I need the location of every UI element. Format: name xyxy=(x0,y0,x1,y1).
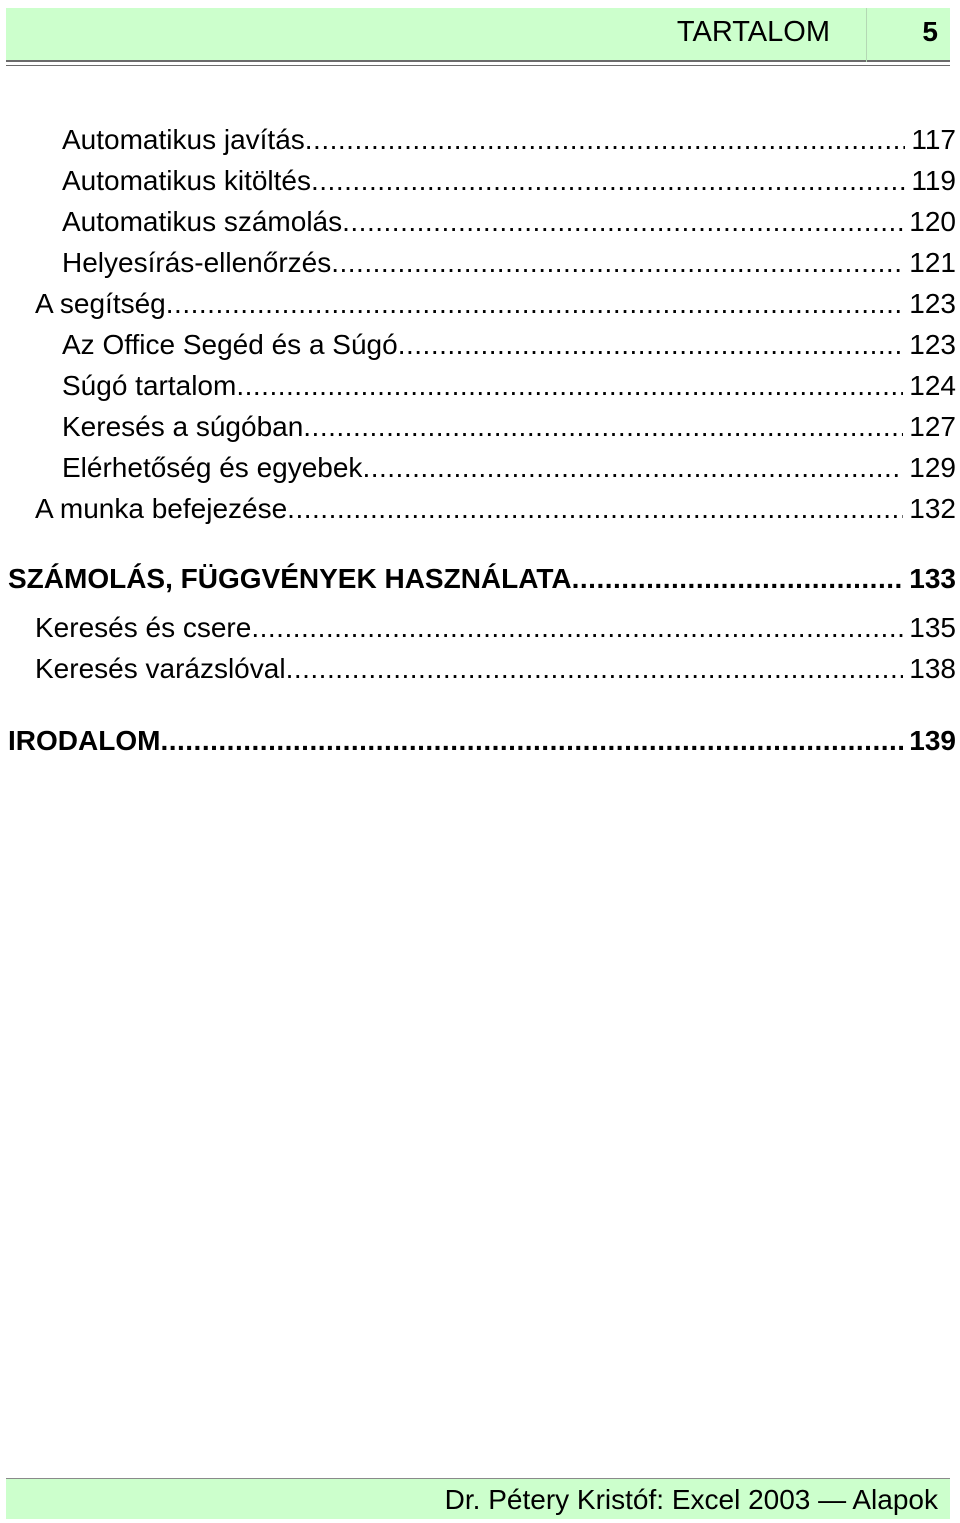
toc-entry-title: Az Office Segéd és a Súgó xyxy=(62,329,398,360)
toc-dot-leader xyxy=(236,370,903,402)
toc-dot-leader xyxy=(303,411,903,443)
toc-entry-page: 135 xyxy=(909,612,956,643)
toc-entry-page: 127 xyxy=(909,411,956,442)
toc-entry-title: Automatikus számolás xyxy=(62,206,343,237)
toc-entry xyxy=(62,124,956,156)
toc-entry-title: Keresés a súgóban xyxy=(62,411,304,442)
toc-entry-title: Keresés varázslóval xyxy=(35,653,286,684)
toc-dot-leader xyxy=(398,329,904,361)
header-title: TARTALOM xyxy=(676,16,830,48)
toc-dot-leader xyxy=(286,653,904,685)
header-page-number: 5 xyxy=(922,16,938,47)
toc-entry xyxy=(62,165,956,197)
footer-text: Dr. Pétery Kristóf: Excel 2003 — Alapok xyxy=(444,1484,938,1515)
toc-entry xyxy=(35,493,956,525)
toc-entry-title: Automatikus kitöltés xyxy=(62,165,311,196)
toc-dot-leader xyxy=(287,493,903,525)
toc-entry xyxy=(8,725,956,757)
toc-entry-title: Elérhetőség és egyebek xyxy=(62,452,363,483)
toc-entry-page: 123 xyxy=(909,329,956,360)
toc-entry-page: 120 xyxy=(909,206,956,237)
toc-dot-leader xyxy=(572,563,904,595)
toc-entry-title: IRODALOM xyxy=(8,725,161,756)
toc-entry-page: 132 xyxy=(909,493,956,524)
toc-dot-leader xyxy=(311,165,905,197)
toc-entry xyxy=(62,329,956,361)
toc-entry-title: Keresés és csere xyxy=(35,612,252,643)
toc-entry xyxy=(62,247,956,279)
toc-entry-title: Automatikus javítás xyxy=(62,124,305,155)
toc-entry-page: 124 xyxy=(909,370,956,401)
toc-dot-leader xyxy=(342,206,903,238)
toc-entry-title: A munka befejezése xyxy=(35,493,288,524)
toc-entry-page: 119 xyxy=(911,165,956,196)
toc-entry xyxy=(62,411,956,443)
toc-dot-leader xyxy=(305,124,906,156)
toc-entry-page: 133 xyxy=(909,563,956,594)
page-footer xyxy=(6,1478,950,1519)
toc-dot-leader xyxy=(160,725,903,757)
toc-entry xyxy=(62,452,956,484)
toc-entry xyxy=(62,370,956,402)
toc-entry xyxy=(35,288,956,320)
toc-entry xyxy=(8,563,956,595)
toc-dot-leader xyxy=(166,288,904,320)
toc-entry-page: 129 xyxy=(909,452,956,483)
toc-entry-title: A segítség xyxy=(35,288,166,319)
toc-dot-leader xyxy=(331,247,903,279)
toc-dot-leader xyxy=(362,452,903,484)
toc-entry xyxy=(62,206,956,238)
header-divider xyxy=(866,8,867,62)
toc-entry-page: 138 xyxy=(909,653,956,684)
toc-entry xyxy=(35,653,956,685)
toc-entry-page: 139 xyxy=(909,725,956,756)
toc-entry-title: SZÁMOLÁS, FÜGGVÉNYEK HASZNÁLATA xyxy=(8,563,572,594)
toc-entry-page: 121 xyxy=(909,247,956,278)
toc-entry-page: 117 xyxy=(911,124,956,155)
page-header xyxy=(6,8,950,62)
toc-dot-leader xyxy=(251,612,903,644)
toc-entry-title: Helyesírás-ellenőrzés xyxy=(62,247,332,278)
toc-entry-page: 123 xyxy=(909,288,956,319)
toc-entry-title: Súgó tartalom xyxy=(62,370,237,401)
toc-entry xyxy=(35,612,956,644)
